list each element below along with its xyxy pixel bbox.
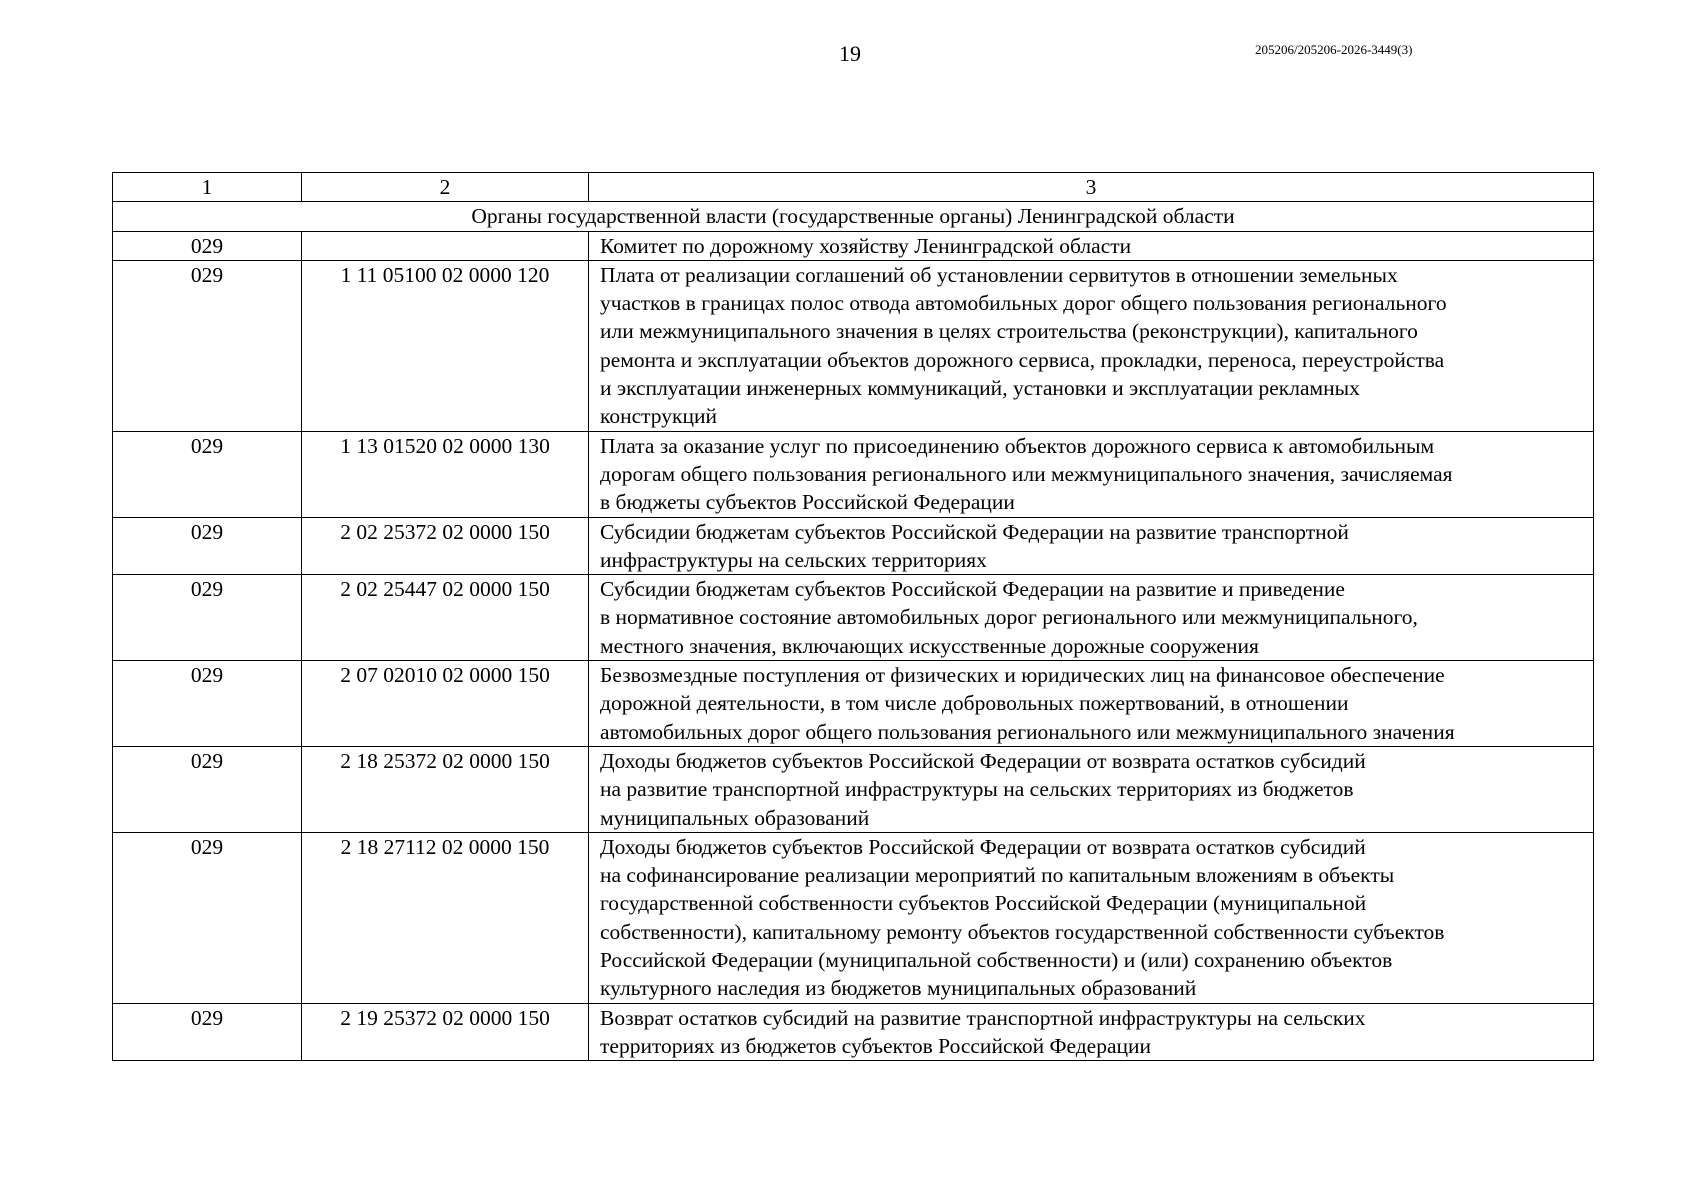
description-line: Комитет по дорожному хозяйству Ленинградской области [600,233,1132,258]
revenue-code-cell: 1 11 05100 02 0000 120 [302,260,589,431]
revenue-code-cell: 1 13 01520 02 0000 130 [302,431,589,517]
section-title-row [113,202,1594,231]
revenue-description-cell [589,231,1594,260]
revenue-description-cell [589,1003,1594,1061]
revenue-code-cell: 2 18 27112 02 0000 150 [302,832,589,1003]
admin-code-cell: 029 [113,832,302,1003]
revenue-codes-table [112,172,1594,1061]
revenue-description-cell [589,260,1594,431]
revenue-code-cell: 2 02 25447 02 0000 150 [302,575,589,661]
description-line: Возврат остатков субсидий на развитие транспортной инфраструктуры на сельских [600,1005,1366,1030]
description-line: в нормативное состояние автомобильных дорог регионального или межмуниципального, [600,605,1418,630]
revenue-code-cell: 2 07 02010 02 0000 150 [302,661,589,747]
table-row [113,746,1594,832]
description-line: Плата за оказание услуг по присоединению объектов дорожного сервиса к автомобильным [600,433,1435,458]
description-line: дорогам общего пользования регионального или межмуниципального значения, зачисляемая [600,461,1453,486]
description-line: государственной собственности субъектов Российской Федерации (муниципальной [600,891,1367,916]
column-number-row [113,173,1594,202]
description-line: муниципальных образований [600,805,870,830]
description-line: территориях из бюджетов субъектов Российской Федерации [600,1033,1152,1058]
admin-code-cell: 029 [113,431,302,517]
document-id: 205206/205206-2026-3449(3) [1255,42,1413,57]
description-line: Плата от реализации соглашений об установлении сервитутов в отношении земельных [600,262,1398,287]
admin-code-cell: 029 [113,260,302,431]
admin-code-cell: 029 [113,1003,302,1061]
table-row [113,517,1594,575]
column-header-2: 2 [302,173,589,202]
description-line: Доходы бюджетов субъектов Российской Федерации от возврата остатков субсидий [600,748,1366,773]
revenue-codes-table-container [112,172,1593,1061]
revenue-description-cell [589,661,1594,747]
description-line: собственности), капитальному ремонту объектов государственной собственности субъектов [600,919,1445,944]
revenue-description-cell [589,517,1594,575]
page-number: 19 [839,41,861,66]
description-line: инфраструктуры на сельских территориях [600,547,987,572]
table-row [113,661,1594,747]
admin-code-cell: 029 [113,746,302,832]
description-line: в бюджеты субъектов Российской Федерации [600,490,1015,515]
description-line: Субсидии бюджетам субъектов Российской Федерации на развитие транспортной [600,519,1349,544]
description-line: на развитие транспортной инфраструктуры на сельских территориях из бюджетов [600,777,1354,802]
description-line: Субсидии бюджетам субъектов Российской Федерации на развитие и приведение [600,577,1345,602]
description-line: местного значения, включающих искусственные дорожные сооружения [600,633,1259,658]
revenue-code-cell: 2 19 25372 02 0000 150 [302,1003,589,1061]
description-line: Доходы бюджетов субъектов Российской Федерации от возврата остатков субсидий [600,834,1366,859]
table-row [113,231,1594,260]
revenue-code-cell: 2 18 25372 02 0000 150 [302,746,589,832]
admin-code-cell: 029 [113,517,302,575]
column-header-3: 3 [589,173,1594,202]
description-line: на софинансирование реализации мероприятий по капитальным вложениям в объекты [600,863,1395,888]
table-row [113,575,1594,661]
section-title: Органы государственной власти (государственные органы) Ленинградской области [113,202,1594,231]
revenue-description-cell [589,575,1594,661]
description-line: автомобильных дорог общего пользования регионального или межмуниципального значения [600,719,1455,744]
table-row [113,1003,1594,1061]
description-line: ремонта и эксплуатации объектов дорожного сервиса, прокладки, переноса, переустройства [600,347,1445,372]
column-header-1: 1 [113,173,302,202]
revenue-code-cell [302,231,589,260]
admin-code-cell: 029 [113,575,302,661]
description-line: и эксплуатации инженерных коммуникаций, установки и эксплуатации рекламных [600,376,1360,401]
admin-code-cell: 029 [113,231,302,260]
description-line: Российской Федерации (муниципальной собственности) и (или) сохранению объектов [600,948,1393,973]
description-line: конструкций [600,404,717,429]
table-row [113,260,1594,431]
table-row [113,832,1594,1003]
description-line: культурного наследия из бюджетов муниципальных образований [600,976,1197,1001]
admin-code-cell: 029 [113,661,302,747]
description-line: или межмуниципального значения в целях строительства (реконструкции), капитального [600,319,1418,344]
revenue-description-cell [589,746,1594,832]
revenue-code-cell: 2 02 25372 02 0000 150 [302,517,589,575]
description-line: участков в границах полос отвода автомобильных дорог общего пользования регионального [600,291,1447,316]
revenue-description-cell [589,431,1594,517]
table-row [113,431,1594,517]
description-line: Безвозмездные поступления от физических и юридических лиц на финансовое обеспечение [600,663,1445,688]
revenue-description-cell [589,832,1594,1003]
description-line: дорожной деятельности, в том числе добровольных пожертвований, в отношении [600,691,1349,716]
